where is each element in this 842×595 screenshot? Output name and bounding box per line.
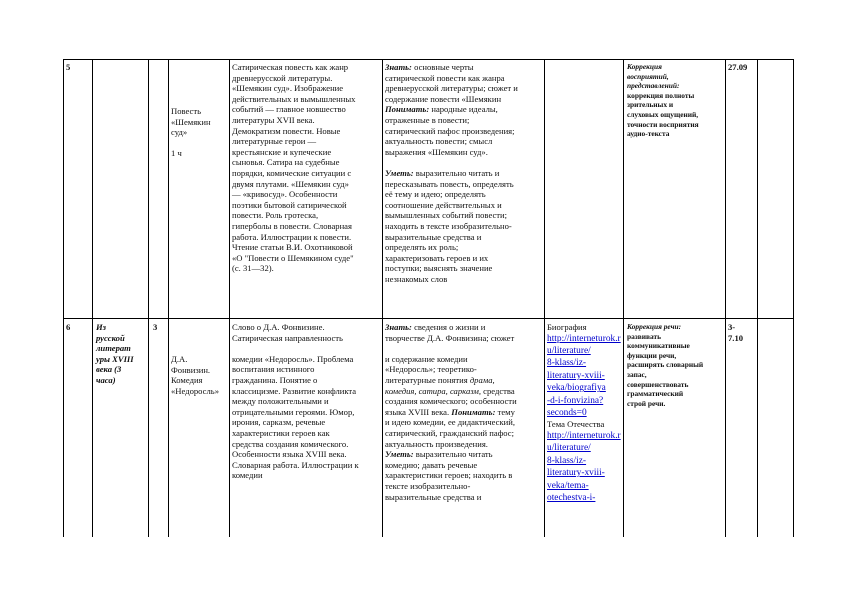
lesson-hours: 1 ч — [171, 148, 182, 159]
link-line[interactable]: literatury-xviii- — [547, 370, 605, 381]
content-line: Особенности языка XVIII века. — [232, 449, 347, 460]
content-line: комедии — [232, 470, 263, 481]
outcome-line: комедию; давать речевые — [385, 459, 478, 470]
correction-line: аудио-текста — [627, 129, 670, 139]
lesson-title-line: Фонвизин. — [171, 364, 211, 375]
column-line — [793, 59, 794, 537]
terms-prefix: литературные понятия — [385, 374, 470, 385]
correction-notes — [627, 322, 723, 408]
content-line: работа. Иллюстрации к повести. — [232, 231, 352, 242]
lesson-title-line: Повесть — [171, 106, 202, 116]
able-label: Уметь: — [385, 449, 414, 460]
topic-line: часа) — [96, 374, 116, 385]
know-text: сведения о жизни и — [411, 322, 486, 332]
outcome-line: характеристики героев; находить в — [385, 470, 513, 481]
content-line: комедии «Недоросль». Проблема — [232, 353, 354, 364]
correction-line: слуховых ощущений, — [627, 109, 699, 119]
column-line — [92, 59, 93, 537]
understand-label: Понимать: — [385, 104, 430, 115]
column-line — [382, 59, 383, 537]
outcome-line: выражения «Шемякин суд». — [385, 146, 488, 157]
correction-line: представлений: — [627, 81, 680, 91]
content-line: событий — главное новшество — [232, 104, 346, 115]
content-line: литературы XVII века. — [232, 114, 315, 125]
outcome-line: соотношение действительных и — [385, 199, 502, 210]
content-line: поэтики бытовой сатирической — [232, 199, 347, 210]
lesson-title — [171, 354, 219, 396]
content-line: Сатирическая повесть как жанр — [232, 62, 349, 72]
content-spacer — [232, 343, 380, 354]
lesson-title-line: Комедия — [171, 375, 203, 386]
know-label: Знать: — [385, 322, 412, 332]
column-line — [148, 59, 149, 537]
content-line: порядки, комические ситуации с — [232, 167, 352, 178]
outcome-line: актуальность произведения. — [385, 438, 488, 449]
outcome-line: вымышленных событий повести; — [385, 210, 508, 221]
link-line[interactable]: literatury-xviii- — [547, 468, 605, 479]
outcome-line: создания комического; особенности — [385, 396, 517, 407]
correction-line: Коррекция — [627, 62, 662, 71]
link-line[interactable]: otechestva-i- — [547, 493, 596, 504]
correction-notes — [627, 62, 723, 139]
know-label: Знать: — [385, 62, 412, 72]
content-line: повести. Роль гротеска, — [232, 210, 319, 221]
content-line: между положительными и — [232, 396, 329, 407]
content-line: литературные герои — — [232, 136, 317, 147]
resources — [547, 322, 623, 504]
content-line: «О "Повести о Шемякином суде" — [232, 252, 354, 263]
understand-text: народные идеалы, — [429, 104, 498, 115]
understand-label: Понимать: — [451, 406, 496, 417]
correction-line: функции речи, — [627, 350, 677, 360]
able-label: Уметь: — [385, 167, 414, 178]
section-hours: 3 — [153, 322, 158, 332]
outcome-spacer — [385, 157, 543, 168]
correction-line: восприятий, — [627, 71, 669, 81]
column-line — [63, 59, 64, 537]
topic-line: русской — [96, 332, 125, 343]
resource-title: Тема Отечества — [547, 419, 605, 430]
column-line — [623, 59, 624, 537]
lesson-title-line: суд» — [171, 127, 188, 138]
outcome-spacer — [385, 343, 543, 354]
lesson-date: 27.09 — [728, 62, 748, 72]
row-divider — [63, 59, 793, 60]
content-line: средства создания комического. — [232, 438, 349, 449]
row-divider — [63, 318, 793, 319]
content-line: Чтение статьи В.И. Охотниковой — [232, 242, 353, 253]
column-line — [544, 59, 545, 537]
content-line: классицизме. Развитие конфликта — [232, 385, 357, 396]
understand-prefix: языка XVIII века. — [385, 406, 452, 417]
content-line: действительных и вымышленных — [232, 93, 356, 104]
content-line: Слово о Д.А. Фонвизине. — [232, 322, 325, 332]
correction-line: точности восприятия — [627, 119, 699, 129]
know-text: основные черты — [411, 62, 474, 72]
understand-text: тему — [495, 406, 515, 417]
content-line: сыновья. Сатира на судебные — [232, 157, 340, 168]
outcome-understand — [385, 407, 543, 418]
outcome-line: содержание повести «Шемякин — [385, 93, 502, 104]
outcome-line: древнерусской литературы; сюжет и — [385, 83, 518, 94]
terms-italic: драма, — [469, 374, 495, 385]
lesson-title-line — [171, 138, 211, 149]
outcome-line: выразительные средства и — [385, 231, 482, 242]
content-line: отрицательными героями. Юмор, — [232, 406, 355, 417]
outcome-understand — [385, 104, 543, 115]
outcome-line: «Недоросль»; теоретико- — [385, 364, 477, 375]
content-line: древнерусской литературы. — [232, 72, 333, 83]
outcome-line: сатирический пафос произведения; — [385, 125, 515, 136]
correction-line: зрительных и — [627, 100, 674, 110]
topic-line: Из — [96, 322, 107, 332]
column-line — [757, 59, 758, 537]
link-line[interactable]: seconds=0 — [547, 408, 587, 419]
outcome-line: пересказывать повесть, определять — [385, 178, 514, 189]
correction-line: строй речи. — [627, 398, 666, 408]
outcome-line: и содержание комедии — [385, 353, 468, 364]
correction-line: коррекция полноты — [627, 90, 695, 100]
outcome-line: сатирический, гражданский пафос; — [385, 427, 514, 438]
outcome-line: находить в тексте изобразительно- — [385, 220, 512, 231]
outcome-able — [385, 168, 543, 179]
correction-label: Коррекция речи: — [627, 322, 682, 331]
content-line: (с. 31—32). — [232, 263, 274, 274]
learning-outcomes — [385, 322, 543, 502]
able-text: выразительно читать и — [413, 167, 500, 178]
content-line: крестьянские и купеческие — [232, 146, 332, 157]
column-line — [229, 59, 230, 537]
row-number: 5 — [66, 62, 71, 72]
outcome-line: актуальность повести; смысл — [385, 136, 493, 147]
topic-line: уры XVIII — [96, 353, 134, 364]
outcome-line: незнакомых слов — [385, 273, 448, 284]
section-topic — [96, 322, 148, 386]
outcome-line: и идею комедии, ее дидактический, — [385, 417, 516, 428]
content-line: Словарная работа. Иллюстрации к — [232, 459, 359, 470]
link-line[interactable]: 8-klass/iz- — [547, 455, 587, 466]
outcome-line: поступки; выяснять значение — [385, 263, 493, 274]
content-line: воспитания истинного — [232, 364, 315, 375]
correction-line: коммуникативные — [627, 341, 690, 351]
able-text: выразительно читать — [413, 449, 493, 460]
date-line: 3- — [728, 322, 736, 332]
outcome-terms — [385, 375, 543, 386]
column-line — [725, 59, 726, 537]
content-line: Сатирическая направленность — [232, 332, 343, 343]
lesson-content — [232, 62, 380, 274]
outcome-know — [385, 322, 543, 333]
outcome-line: выразительные средства и — [385, 491, 482, 502]
lesson-title-line: Д.А. — [171, 354, 188, 364]
link-line[interactable]: 8-klass/iz- — [547, 358, 587, 369]
outcome-terms — [385, 386, 543, 397]
lesson-content — [232, 322, 380, 481]
lesson-title — [171, 106, 211, 159]
correction-line: запас, — [627, 369, 647, 379]
lesson-title-line: «Шемякин — [171, 116, 211, 127]
resource-link-biography[interactable] — [547, 333, 623, 420]
outcome-line: тексте изобразительно- — [385, 480, 471, 491]
terms-italic: комедия, сатира, сарказм, — [385, 385, 482, 396]
outcome-line: определять их роль; — [385, 242, 459, 253]
correction-line: развивать — [627, 331, 662, 341]
resource-title: Биография — [547, 322, 587, 332]
outcome-line: сатирической повести как жанра — [385, 72, 505, 83]
content-line: гражданина. Понятие о — [232, 374, 318, 385]
resource-link-fatherland[interactable] — [547, 430, 623, 504]
link-line[interactable]: -d-i-fonvizina? — [547, 395, 604, 406]
correction-line: грамматический — [627, 389, 684, 399]
row-number: 6 — [66, 322, 71, 332]
correction-line: совершенствовать — [627, 379, 689, 389]
link-line[interactable]: veka/biografiya — [547, 383, 606, 394]
topic-line: века (3 — [96, 364, 122, 375]
content-line: двумя плутами. «Шемякин суд» — [232, 178, 349, 189]
terms-rest: средства — [481, 385, 515, 396]
outcome-line: творчестве Д.А. Фонвизина; сюжет — [385, 332, 515, 343]
content-line: Демократизм повести. Новые — [232, 125, 341, 136]
outcome-line: её тему и идею; определять — [385, 189, 486, 200]
lesson-date — [728, 322, 743, 343]
column-line — [168, 59, 169, 537]
outcome-know — [385, 62, 543, 73]
content-line: «Шемякин суд». Изображение — [232, 83, 344, 94]
link-line[interactable]: http://interneturok.ru/literature/ — [547, 333, 621, 356]
correction-line: расширять словарный — [627, 360, 704, 370]
outcome-able — [385, 449, 543, 460]
content-line: ирония, сарказм, речевые — [232, 417, 326, 428]
learning-outcomes — [385, 62, 543, 284]
outcome-line: отраженные в повести; — [385, 114, 470, 125]
content-line: — «кривосуд». Особенности — [232, 189, 338, 200]
topic-line: литерат — [96, 343, 131, 354]
lesson-title-line: «Недоросль» — [171, 385, 220, 396]
outcome-line: характеризовать героев и их — [385, 252, 489, 263]
link-line[interactable]: veka/tema- — [547, 480, 589, 491]
date-line: 7.10 — [728, 332, 744, 343]
link-line[interactable]: http://interneturok.ru/literature/ — [547, 431, 621, 454]
content-line: гиперболы в повести. Словарная — [232, 220, 352, 231]
content-line: характеристики героев как — [232, 427, 330, 438]
